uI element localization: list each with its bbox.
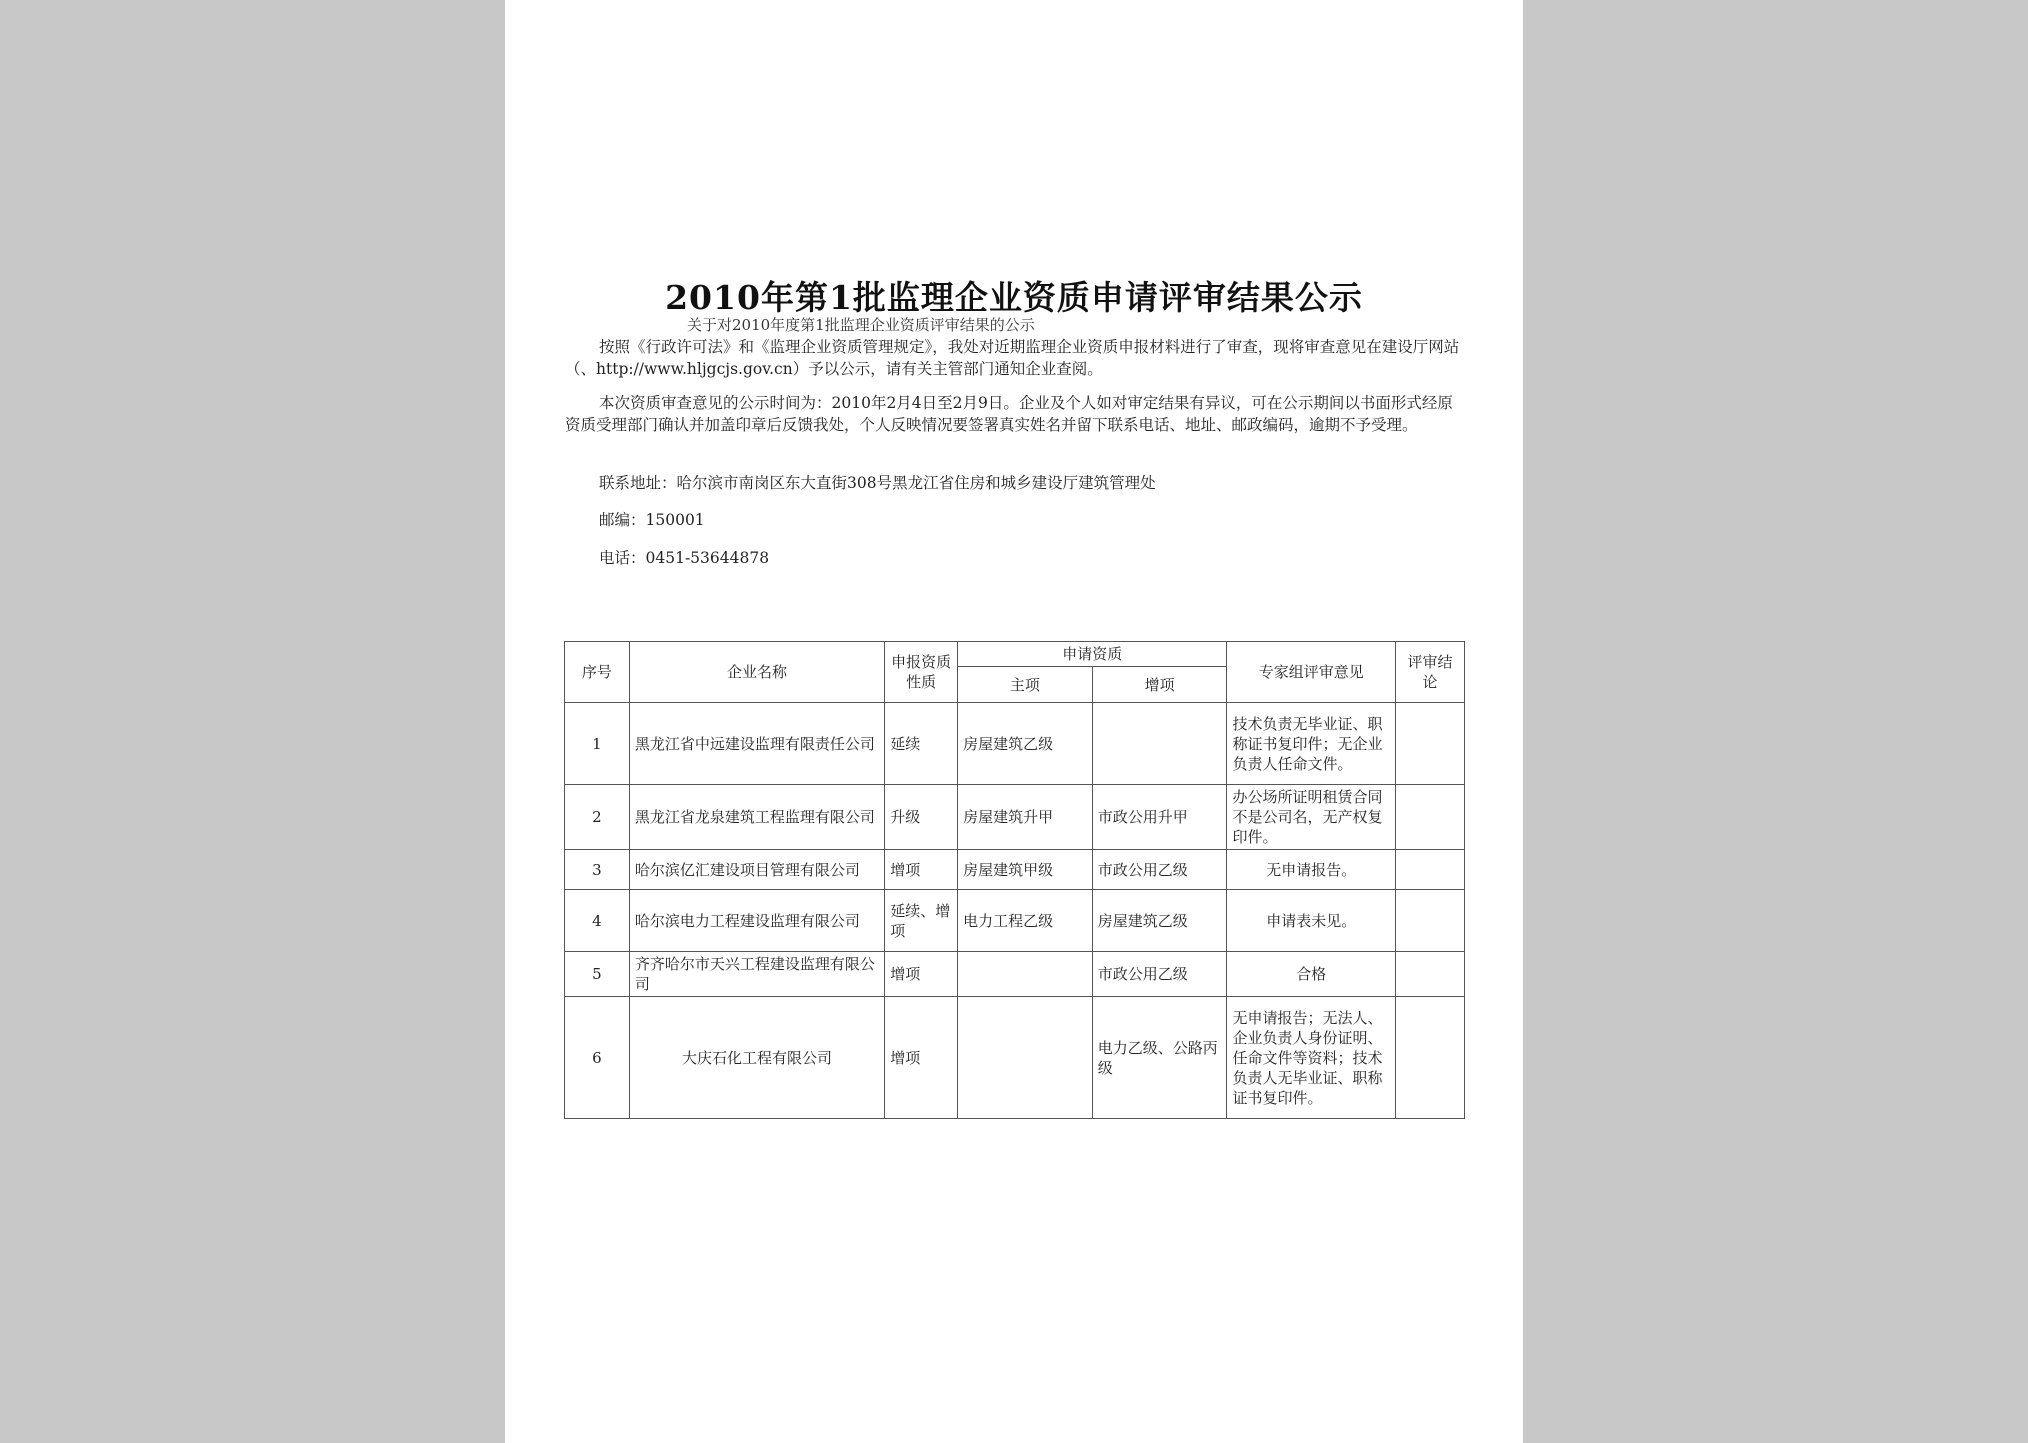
cell-main: 房屋建筑乙级 (958, 703, 1093, 785)
cell-no: 4 (565, 890, 630, 952)
document-page (505, 0, 1523, 1443)
cell-no: 5 (565, 952, 630, 997)
cell-opinion: 申请表未见。 (1227, 890, 1396, 952)
cell-result (1396, 703, 1465, 785)
cell-no: 6 (565, 997, 630, 1119)
review-results-table (564, 641, 1465, 1119)
cell-name: 哈尔滨电力工程建设监理有限公司 (629, 890, 884, 952)
cell-add: 市政公用升甲 (1092, 785, 1227, 850)
cell-main: 房屋建筑升甲 (958, 785, 1093, 850)
table-row (565, 850, 1465, 890)
cell-type: 延续 (885, 703, 958, 785)
cell-add: 市政公用乙级 (1092, 850, 1227, 890)
cell-result (1396, 952, 1465, 997)
cell-name: 黑龙江省中远建设监理有限责任公司 (629, 703, 884, 785)
cell-name: 齐齐哈尔市天兴工程建设监理有限公司 (629, 952, 884, 997)
header-opinion: 专家组评审意见 (1227, 642, 1396, 703)
cell-no: 3 (565, 850, 630, 890)
cell-type: 增项 (885, 997, 958, 1119)
cell-add: 电力乙级、公路丙级 (1092, 997, 1227, 1119)
table-row (565, 890, 1465, 952)
cell-name: 黑龙江省龙泉建筑工程监理有限公司 (629, 785, 884, 850)
cell-type: 增项 (885, 850, 958, 890)
header-result: 评审结论 (1396, 642, 1465, 703)
contact-address: 联系地址：哈尔滨市南岗区东大直街308号黑龙江省住房和城乡建设厅建筑管理处 (599, 474, 1156, 492)
table-row (565, 785, 1465, 850)
cell-add: 市政公用乙级 (1092, 952, 1227, 997)
cell-add: 房屋建筑乙级 (1092, 890, 1227, 952)
header-group: 申请资质 (958, 642, 1227, 667)
paragraph-period: 本次资质审查意见的公示时间为：2010年2月4日至2月9日。企业及个人如对审定结果有异议，可在公示期间以书面形式经原资质受理部门确认并加盖印章后反馈我处，个人反映情况要签署真实姓名并留下联系电话、地址、邮政编码，逾期不予受理。 (565, 394, 1453, 434)
header-name: 企业名称 (629, 642, 884, 703)
document-title: 2010年第1批监理企业资质申请评审结果公示 (665, 278, 1363, 317)
contact-postcode: 邮编：150001 (599, 511, 705, 529)
cell-no: 2 (565, 785, 630, 850)
cell-result (1396, 997, 1465, 1119)
cell-result (1396, 890, 1465, 952)
header-main: 主项 (958, 667, 1093, 703)
table-row (565, 703, 1465, 785)
cell-opinion: 无申请报告；无法人、企业负责人身份证明、任命文件等资料；技术负责人无毕业证、职称证书复印件。 (1227, 997, 1396, 1119)
cell-result (1396, 785, 1465, 850)
cell-name: 大庆石化工程有限公司 (629, 997, 884, 1119)
cell-main (958, 997, 1093, 1119)
header-type: 申报资质性质 (885, 642, 958, 703)
cell-name: 哈尔滨亿汇建设项目管理有限公司 (629, 850, 884, 890)
cell-type: 增项 (885, 952, 958, 997)
contact-phone: 电话：0451-53644878 (599, 549, 770, 567)
header-add: 增项 (1092, 667, 1227, 703)
cell-opinion: 技术负责无毕业证、职称证书复印件；无企业负责人任命文件。 (1227, 703, 1396, 785)
cell-type: 延续、增项 (885, 890, 958, 952)
header-no: 序号 (565, 642, 630, 703)
cell-no: 1 (565, 703, 630, 785)
cell-opinion: 无申请报告。 (1227, 850, 1396, 890)
cell-type: 升级 (885, 785, 958, 850)
cell-add (1092, 703, 1227, 785)
cell-main: 房屋建筑甲级 (958, 850, 1093, 890)
cell-main: 电力工程乙级 (958, 890, 1093, 952)
cell-main (958, 952, 1093, 997)
cell-opinion: 合格 (1227, 952, 1396, 997)
paragraph-notice: 按照《行政许可法》和《监理企业资质管理规定》，我处对近期监理企业资质申报材料进行了审查，现将审查意见在建设厅网站（、http://www.hljgcjs.gov.cn）予以公示，请有关主管部门通知企业查阅。 (565, 338, 1460, 378)
cell-opinion: 办公场所证明租赁合同不是公司名，无产权复印件。 (1227, 785, 1396, 850)
table-row (565, 997, 1465, 1119)
document-subtitle: 关于对2010年度第1批监理企业资质评审结果的公示 (687, 316, 1035, 334)
table-row (565, 952, 1465, 997)
cell-result (1396, 850, 1465, 890)
